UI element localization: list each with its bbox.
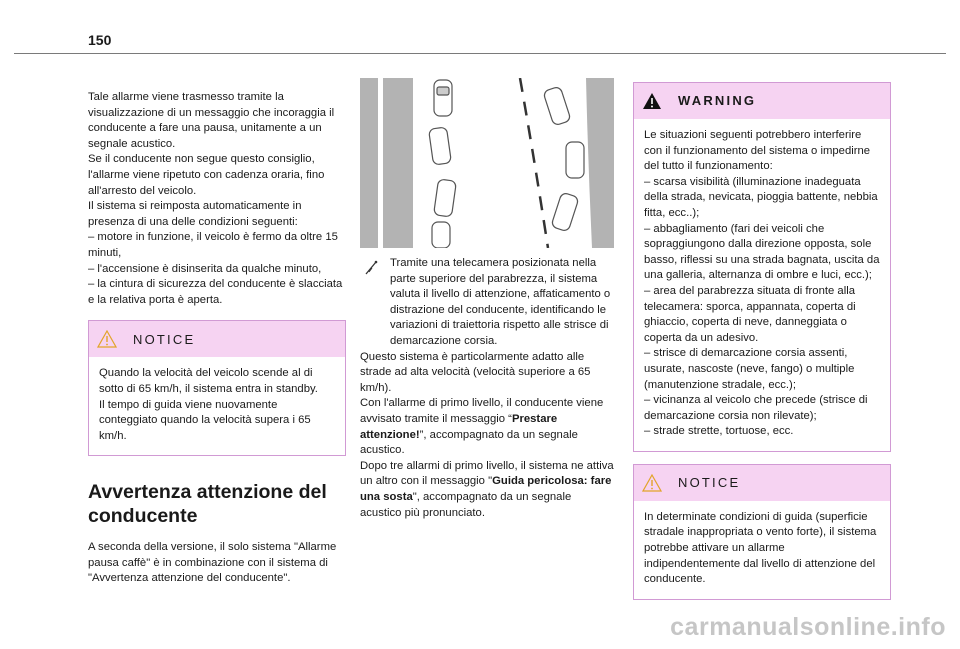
notice-paragraph: Quando la velocità del veicolo scende al di sotto di 65 km/h, il sistema entra in standby. — [99, 367, 318, 395]
warning-triangle-icon — [642, 474, 662, 492]
paragraph — [360, 459, 614, 521]
intro-text: Tramite una telecamera posizionata nella parte superiore del parabrezza, il sistema valuta il livello di attenzione, affaticamento o distrazione del conducente, identificando le variazioni di traiettoria rispetto alle strisce di demarcazione corsia. — [390, 257, 611, 347]
warning-item: – abbagliamento (fari dei veicoli che sopraggiungono dalla direzione opposta, sole basso, riflessi su una strada bagnata, uscita da una galleria, alternanza di ombre e luci, ecc.); — [644, 222, 880, 282]
dashed-lane-marking — [520, 78, 548, 248]
warning-item: – vicinanza al veicolo che precede (strisce di demarcazione corsia non rilevate); — [644, 394, 868, 422]
list-item: – motore in funzione, il veicolo è fermo da oltre 15 minuti, — [88, 231, 338, 259]
notice-paragraph: Il tempo di guida viene nuovamente conteggiato quando la velocità supera i 65 km/h. — [99, 398, 311, 442]
warning-body — [634, 119, 890, 451]
text-fragment: ", accompagnato da un segnale acustico più pronunciato. — [360, 490, 572, 519]
notice-body — [634, 501, 890, 599]
notice-header — [634, 465, 890, 501]
car-icon — [429, 80, 584, 248]
text-fragment: Dopo tre allarmi di primo livello, il sistema ne attiva un altro con il messaggio " — [360, 459, 614, 488]
warning-triangle-icon — [642, 92, 662, 110]
lane-diagram-svg — [360, 78, 614, 248]
notice-body — [89, 357, 345, 455]
column-middle — [360, 90, 614, 521]
warning-box — [633, 82, 891, 452]
road-shoulder-left — [383, 78, 413, 248]
paragraph: Se il conducente non segue questo consiglio, l'allarme viene ripetuto con cadenza oraria, fino all'arresto del veicolo. — [88, 153, 325, 197]
section-title: Avvertenza attenzione del conducente — [88, 481, 327, 528]
section-text: A seconda della versione, il solo sistema "Allarme pausa caffè" è in combinazione con il sistema di "Avvertenza attenzione del conducente". — [88, 541, 337, 585]
watermark: carmanualsonline.info — [670, 613, 946, 641]
notice-box — [88, 320, 346, 456]
warning-header — [634, 83, 890, 119]
list-item: – la cintura di sicurezza del conducente è slacciata e la relativa porta è aperta. — [88, 278, 343, 306]
column-left — [88, 90, 346, 587]
notice-box — [633, 464, 891, 600]
list-item: – l'accensione è disinserita da qualche minuto, — [88, 262, 322, 275]
road-edge-left — [360, 78, 378, 248]
warning-item: – strisce di demarcazione corsia assenti, usurate, nascoste (neve, fango) o multiple (manutenzione stradale, ecc.); — [644, 347, 855, 391]
paragraph: Il sistema si reimposta automaticamente in presenza di una delle condizioni seguenti: — [88, 200, 302, 228]
notice-paragraph: In determinate condizioni di guida (superficie stradale inappropriata o vento forte), il sistema potrebbe attivare un allarme indipendentemente dal livello di attenzione del conducente. — [644, 510, 877, 586]
lane-drift-illustration — [360, 78, 614, 248]
paragraph: Questo sistema è particolarmente adatto alle strade ad alta velocità (velocità superiore a 65 km/h). — [360, 350, 591, 394]
text-fragment: Con l'allarme di primo livello, il conducente viene avvisato tramite il messaggio “ — [360, 397, 604, 425]
warning-title: WARNING — [678, 93, 757, 109]
notice-title: NOTICE — [678, 475, 741, 491]
warning-item: – area del parabrezza situata di fronte alla telecamera: sporca, appannata, coperta di ghiaccio, coperta di neve, danneggiata o coperta da un adesivo. — [644, 284, 856, 344]
warning-paragraph: Le situazioni seguenti potrebbero interferire con il funzionamento del sistema o impedirne del tutto il funzionamento: — [644, 129, 871, 173]
paragraph — [360, 396, 614, 458]
camera-pen-icon — [360, 256, 390, 276]
text-fragment: ”, accompagnato da un segnale acustico. — [360, 428, 578, 457]
notice-title: NOTICE — [133, 331, 196, 347]
road-edge-right — [586, 78, 614, 248]
column-right — [633, 82, 891, 600]
warning-item: – scarsa visibilità (illuminazione inadeguata della strada, nevicata, pioggia battente, nebbia fitta, ecc..); — [644, 175, 878, 219]
warning-item: – strade strette, tortuose, ecc. — [644, 425, 794, 438]
message-guida: Guida pericolosa: fare una sosta — [360, 475, 612, 503]
page-number: 150 — [88, 32, 112, 48]
header-rule — [14, 53, 946, 54]
message-prestare: Prestare attenzione! — [360, 412, 558, 441]
paragraph: Tale allarme viene trasmesso tramite la visualizzazione di un messaggio che incoraggia il conducente a fare una pausa, unitamente a un segnale acustico. — [88, 91, 335, 150]
camera-intro — [360, 256, 614, 350]
warning-triangle-icon — [97, 330, 117, 348]
notice-header — [89, 321, 345, 357]
lane-line-left — [378, 78, 383, 248]
